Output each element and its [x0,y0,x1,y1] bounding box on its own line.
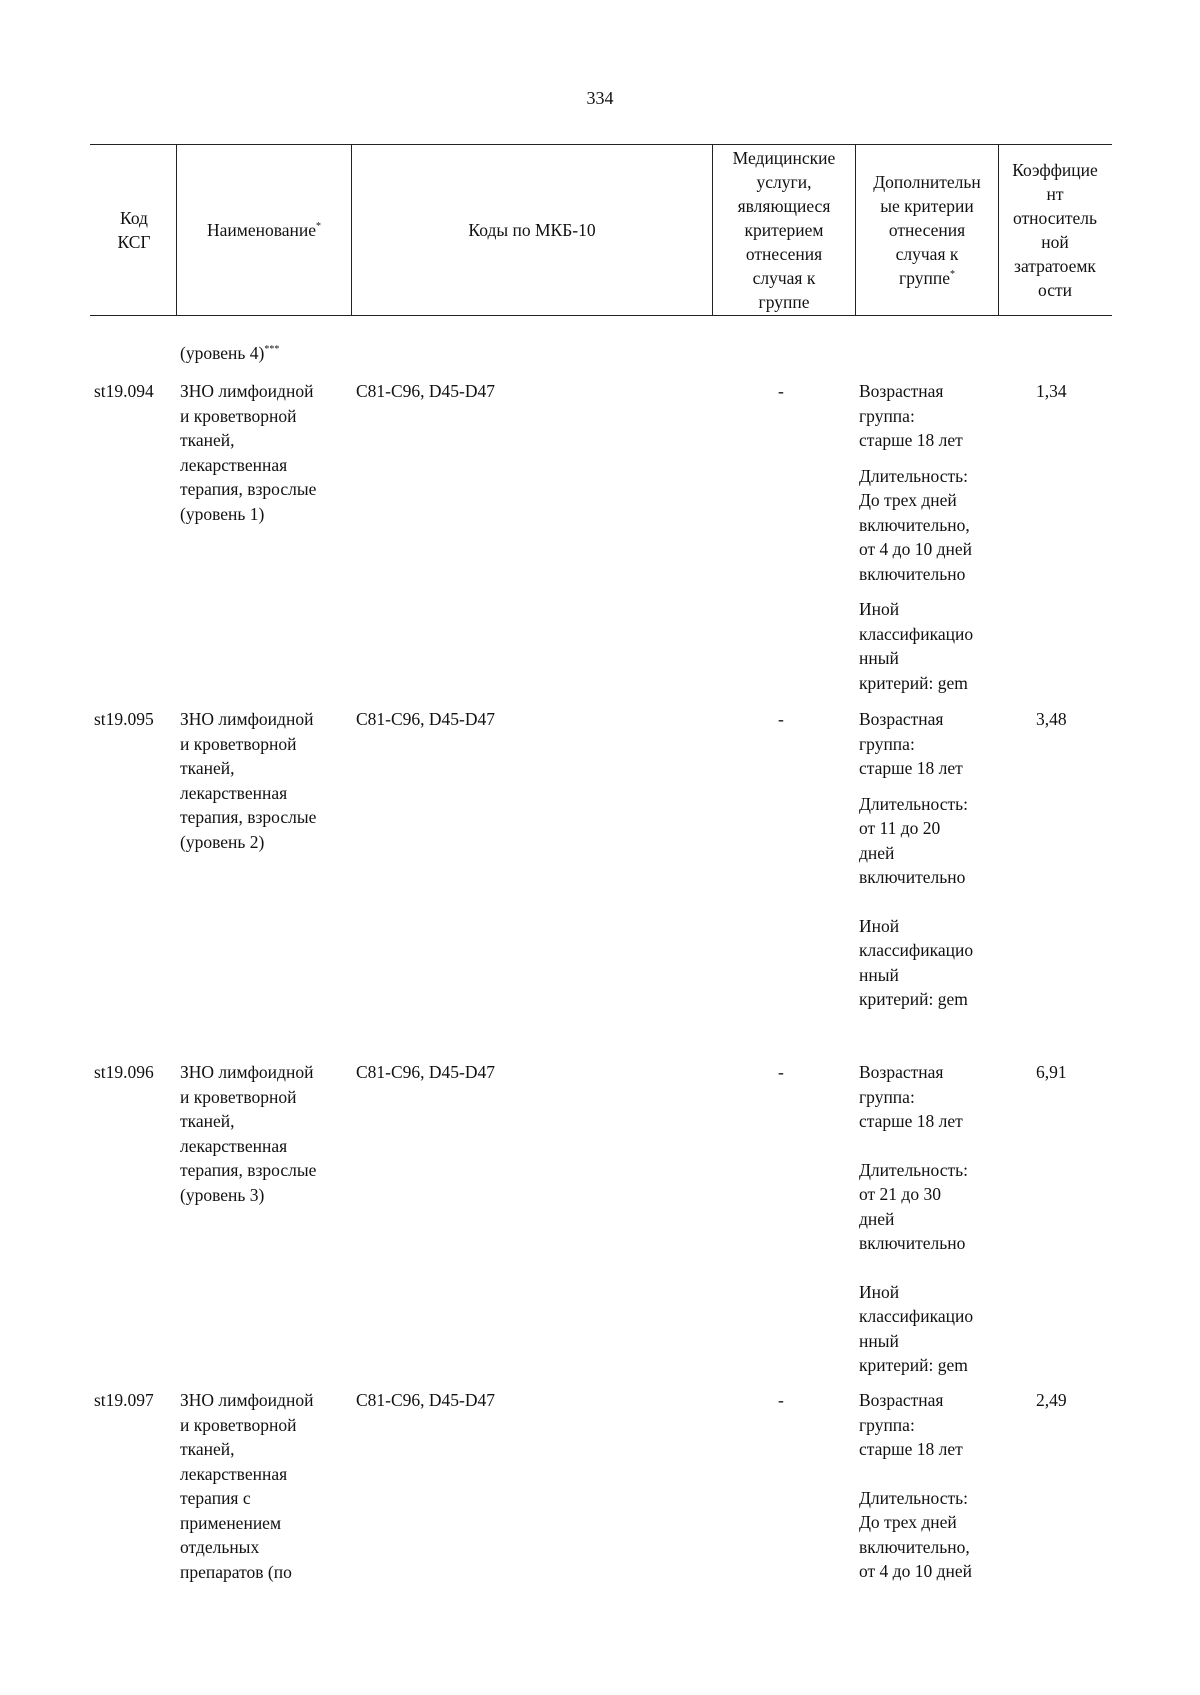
row-criteria [859,707,973,1012]
criteria-age: Возрастная группа: старше 18 лет [859,381,963,450]
criteria-age: Возрастная группа: старше 18 лет [859,709,963,778]
row-coefficient: 6,91 [1036,1062,1067,1082]
page-number: 334 [586,88,614,108]
header-services: Медицинские услуги, являющиеся критерием отнесения случая к группе [732,148,836,312]
row-coefficient: 1,34 [1036,381,1067,401]
criteria-other: Иной классификацио нный критерий: gem [859,1281,974,1375]
row-code: st19.097 [94,1390,154,1410]
row-code: st19.096 [94,1062,154,1082]
criteria-duration: Длительность: До трех дней включительно, от 4 до 10 дней [859,1487,972,1581]
row-name: ЗНО лимфоидной и кроветворной тканей, лекарственная терапия, взрослые (уровень 2) [180,709,317,852]
criteria-duration: Длительность: от 21 до 30 дней включительно [859,1159,968,1253]
header-bottom-rule [90,315,1112,316]
row-coefficient: 3,48 [1036,709,1067,729]
criteria-age: Возрастная группа: старше 18 лет [859,1390,963,1459]
header-icd: Коды по МКБ-10 [468,220,596,240]
row-criteria [859,1060,973,1378]
criteria-duration: Длительность: До трех дней включительно, от 4 до 10 дней включительно [859,465,972,584]
row-code: st19.095 [94,709,154,729]
row-name: ЗНО лимфоидной и кроветворной тканей, лекарственная терапия с применением отдельных препаратов (по [180,1390,314,1582]
header-coefficient: Коэффицие нт относитель ной затратоемк ости [1012,160,1098,300]
row-criteria [859,1388,972,1584]
row-icd-codes: C81-C96, D45-D47 [356,381,496,401]
row-icd-codes: C81-C96, D45-D47 [356,709,496,729]
row-services: - [778,1390,784,1410]
header-top-rule [90,144,1112,145]
row-criteria [859,379,973,695]
criteria-other: Иной классификацио нный критерий: gem [859,915,974,1009]
row-icd-codes: C81-C96, D45-D47 [356,1062,496,1082]
header-name: Наименование* [206,220,322,240]
row-services: - [778,709,784,729]
header-criteria: Дополнительн ые критерии отнесения случая к группе* [873,172,981,288]
row-code: st19.094 [94,381,154,401]
header-code: Код КСГ [117,208,151,252]
criteria-age: Возрастная группа: старше 18 лет [859,1062,963,1131]
row-coefficient: 2,49 [1036,1390,1067,1410]
row-name: ЗНО лимфоидной и кроветворной тканей, лекарственная терапия, взрослые (уровень 1) [180,381,317,524]
row-icd-codes: C81-C96, D45-D47 [356,1390,496,1410]
row-services: - [778,381,784,401]
row-services: - [778,1062,784,1082]
criteria-duration: Длительность: от 11 до 20 дней включительно [859,793,968,887]
row-name: ЗНО лимфоидной и кроветворной тканей, лекарственная терапия, взрослые (уровень 3) [180,1062,317,1205]
carryover-line: (уровень 4)*** [180,343,280,363]
criteria-other: Иной классификацио нный критерий: gem [859,599,974,693]
